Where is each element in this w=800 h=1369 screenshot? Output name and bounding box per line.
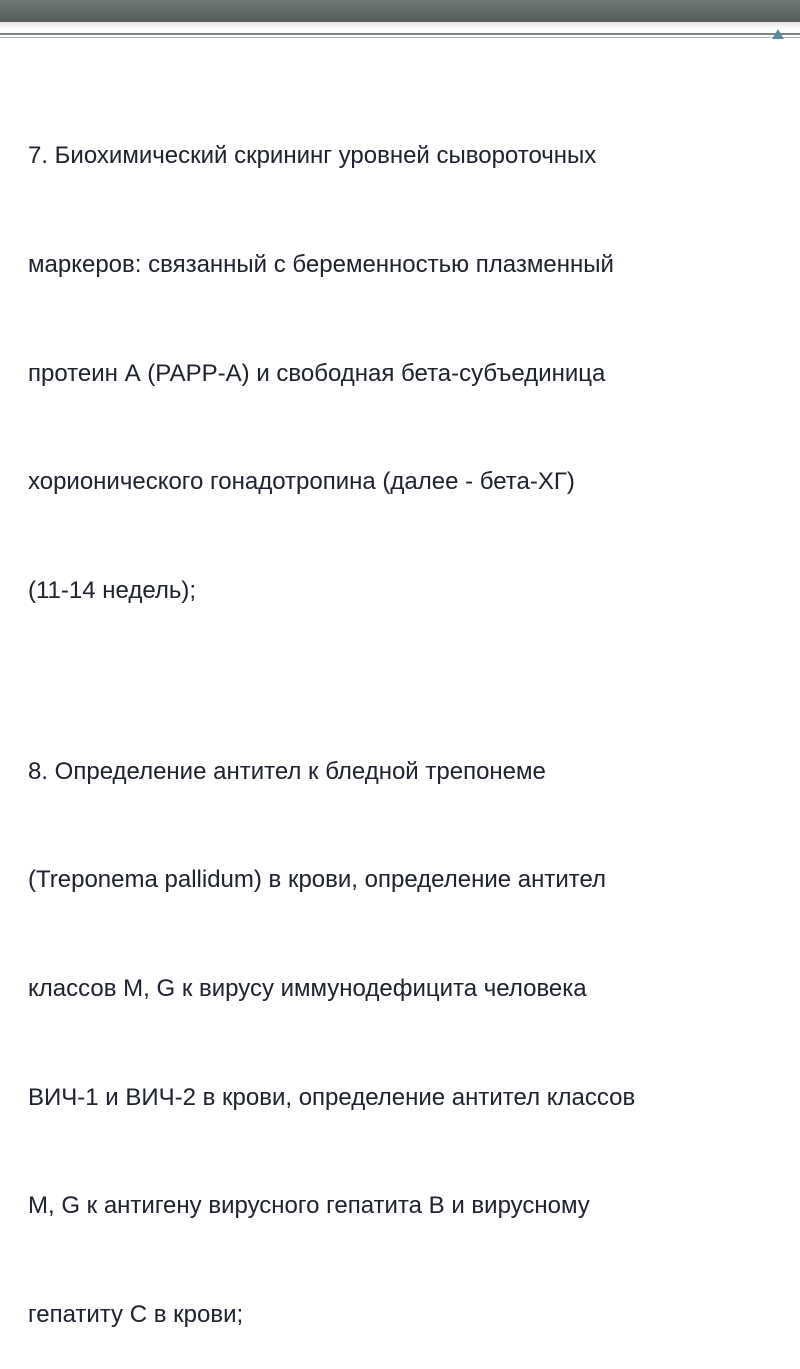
triangle-icon bbox=[772, 29, 784, 39]
slide-item-8-line-2: (Treponema pallidum) в крови, определение антител bbox=[28, 866, 607, 894]
slide-item-8-line-4: ВИЧ-1 и ВИЧ-2 в крови, определение антител классов bbox=[28, 1083, 636, 1111]
slide-item-8-line-3: классов M, G к вирусу иммунодефицита человека bbox=[28, 975, 587, 1003]
accent-line-thin bbox=[0, 37, 800, 38]
slide-item-8-line-6: гепатиту С в крови; bbox=[28, 1300, 244, 1328]
top-banner-shadow bbox=[0, 22, 800, 30]
top-banner bbox=[0, 0, 800, 22]
slide-item-7-line-2: маркеров: связанный с беременностью плазменный bbox=[28, 251, 614, 279]
slide-content bbox=[28, 66, 778, 1369]
slide-item-7 bbox=[28, 102, 778, 609]
accent-line bbox=[0, 33, 800, 35]
slide-item-8-line-5: M, G к антигену вирусного гепатита В и вирусному bbox=[28, 1192, 590, 1220]
slide-item-7-line-5: (11-14 недель); bbox=[28, 576, 197, 604]
slide-item-7-line-1: 7. Биохимический скрининг уровней сывороточных bbox=[28, 142, 597, 170]
slide-item-7-line-4: хорионического гонадотропина (далее - бета-ХГ) bbox=[28, 468, 575, 496]
slide-item-8 bbox=[28, 718, 778, 1333]
slide-item-8-line-1: 8. Определение антител к бледной трепонеме bbox=[28, 757, 546, 785]
slide-item-7-line-3: протеин А (РАРР-А) и свободная бета-субъединица bbox=[28, 359, 606, 387]
